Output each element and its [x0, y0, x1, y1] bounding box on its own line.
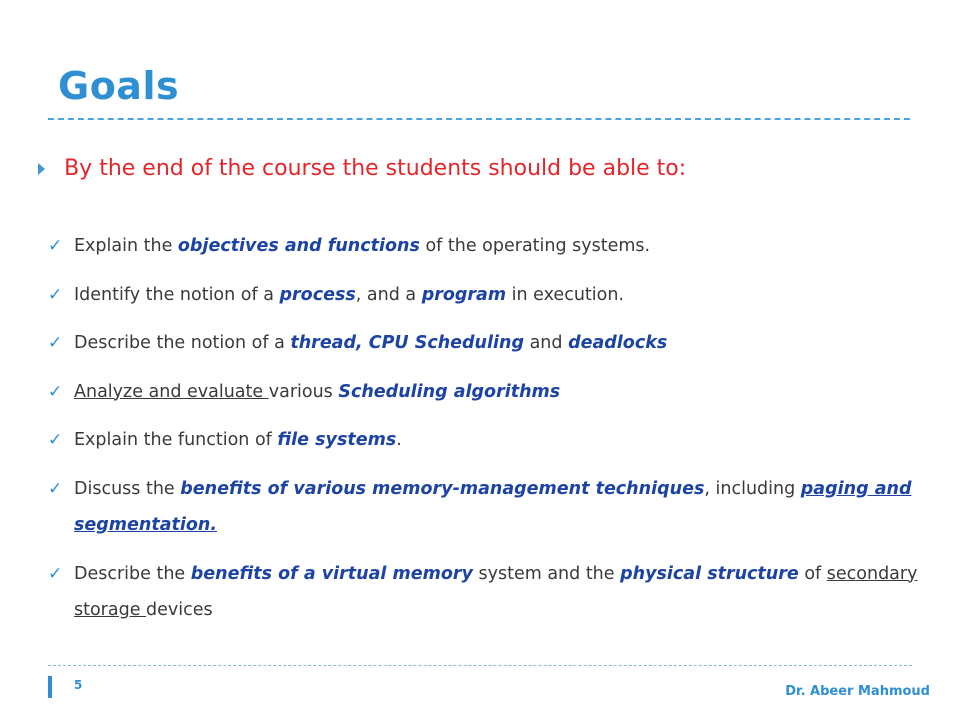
checkmark-icon: ✓ [48, 563, 63, 584]
goal-keyword: deadlocks [568, 333, 668, 353]
intro-line [38, 156, 686, 181]
goal-underlined-text: Analyze and evaluate [74, 381, 269, 402]
intro-text: By the end of the course the students should be able to: [64, 156, 687, 181]
title-divider [48, 118, 910, 120]
checkmark-icon: ✓ [48, 284, 63, 305]
goal-item [48, 228, 948, 265]
goal-text-segment: Discuss the [74, 478, 181, 499]
goal-keyword: program [421, 284, 507, 305]
goal-item [48, 471, 948, 544]
goal-text-segment: devices [146, 600, 213, 620]
author-name: Dr. Abeer Mahmoud [785, 684, 930, 699]
goal-text-segment: of the operating systems. [419, 236, 651, 256]
goal-item [48, 277, 948, 314]
goal-keyword: thread, CPU Scheduling [290, 333, 525, 353]
goal-keyword: file systems [277, 430, 397, 450]
footer-accent-bar [48, 676, 52, 698]
goal-text-segment: various [268, 381, 339, 402]
goals-list [48, 228, 948, 641]
goal-underlined-text: secondary storage [74, 563, 918, 620]
goal-text-segment: , and a [355, 284, 422, 305]
goal-text-segment: of [798, 563, 827, 584]
checkmark-icon: ✓ [48, 381, 63, 402]
goal-keyword: benefits of various memory-management techniques [180, 478, 705, 499]
goal-keyword: paging and segmentation. [74, 478, 912, 535]
goal-item [48, 422, 948, 459]
goal-text-segment: and [524, 333, 569, 353]
goal-keyword: objectives and functions [177, 236, 420, 256]
goal-text-segment: , including [704, 478, 801, 499]
checkmark-icon: ✓ [48, 236, 63, 256]
checkmark-icon: ✓ [48, 333, 63, 353]
goal-text-segment: Explain the function of [74, 430, 278, 450]
footer-divider [48, 665, 912, 666]
slide-title: Goals [58, 64, 180, 108]
goal-keyword: benefits of a virtual memory [190, 563, 473, 584]
goal-item [48, 325, 948, 362]
triangle-bullet-icon [38, 163, 45, 175]
goal-item [48, 374, 948, 411]
checkmark-icon: ✓ [48, 430, 63, 450]
goal-text-segment: system and the [472, 563, 621, 584]
goal-text-segment: Describe the notion of a [74, 333, 291, 353]
goal-text-segment: . [396, 430, 402, 450]
goal-keyword: physical structure [620, 563, 799, 584]
goal-text-segment: Explain the [74, 236, 178, 256]
goal-text-segment: Describe the [74, 563, 191, 584]
page-number: 5 [74, 678, 83, 692]
goal-text-segment: in execution. [506, 284, 624, 305]
goal-keyword: Scheduling algorithms [338, 381, 561, 402]
goal-text-segment: Identify the notion of a [74, 284, 280, 305]
goal-keyword: process [279, 284, 356, 305]
checkmark-icon: ✓ [48, 478, 63, 499]
goal-item [48, 556, 948, 629]
